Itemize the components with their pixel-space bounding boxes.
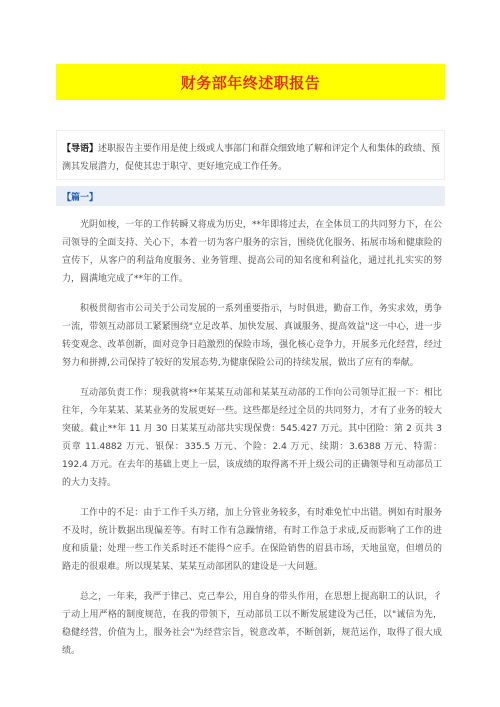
section-header [56,186,445,206]
body-paragraph: 积极贯彻省市公司关于公司发展的一系列重要指示，与时俱进，勤奋工作，务实求效，勇争一流，带领互动部员工紧紧围绕"立足改革、加快发展、真诚服务、提高效益"这一中心，进一步转变观念、改革创新，面对竞争日趋激烈的保险市场，强化核心竞争力，开展多元化经营，经过努力和拼搏,公司保持了较好的发展态势,为健康保险公司的持续发展，做出了应有的奉献。 [62,304,442,368]
body-content [62,216,442,660]
body-paragraph: 互动部负责工作：现我就将**年某某互动部和某某互动部的工作向公司领导汇报一下：相比往年，今年某某、某某业务的发展更好一些。这些都是经过全员的共同努力，才有了业务的较大突破。截止**年 11 月 30 日某某互动部共实现保费：545.427 万元。其中团险：第 2 页共 3 页章 11.4882 万元、银保：335.5 万元、个险：2.4 万元、续期：3.6388 万元、特需：192.4 万元。在去年的基础上更上一层，该成绩的取得离不开上级公司的正确领导和互动部员工的大力支持。 [62,388,442,488]
body-paragraph: 总之，一年来，我严于律己、克己奉公，用自身的带头作用，在思想上提高职工的认识，彳亍动上用严格的制度规范，在我的带领下，互动部员工以不断发展建设为己任，以"诚信为先，稳健经营，价值为上，服务社会"为经营宗旨，锐意改革，不断创新，规范运作，取得了很大成绩。 [62,592,442,656]
intro-tag: 【导语】 [62,144,99,154]
intro-text: 述职报告主要作用是使上级或人事部门和群众细致地了解和评定个人和集体的政绩、预测其发展潜力，促使其忠于职守、更好地完成工作任务。 [62,144,441,172]
intro-paragraph [62,140,442,176]
body-paragraph: 光阴如梭，一年的工作转瞬又将成为历史，**年即将过去，在全体员工的共同努力下，在公司领导的全面支持、关心下，本着一切为客户服务的宗旨，围绕优化服务、拓展市场和健康险的宣传下，从客户的利益角度服务、业务管理、提高公司的知名度和利益化，通过扎扎实实的努力，圆满地完成了**年的工作。 [62,220,442,284]
title-banner [56,64,445,100]
page-title: 财务部年终述职报告 [180,73,321,92]
body-paragraph: 工作中的不足：由于工作千头万绪，加上分管业务较多，有时难免忙中出错。例如有时服务不及时，统计数据出现偏差等。有时工作有急躁情绪，有时工作急于求成,反而影响了工作的进度和质量；处理一些工作关系时还不能得^应手。在保险销售的眉县市场，天地虽宽，但增员的路走的很艰难。所以现某某、某某互动部团队的建设是一大问题。 [62,508,442,572]
section-label: 【篇一】 [62,192,99,203]
